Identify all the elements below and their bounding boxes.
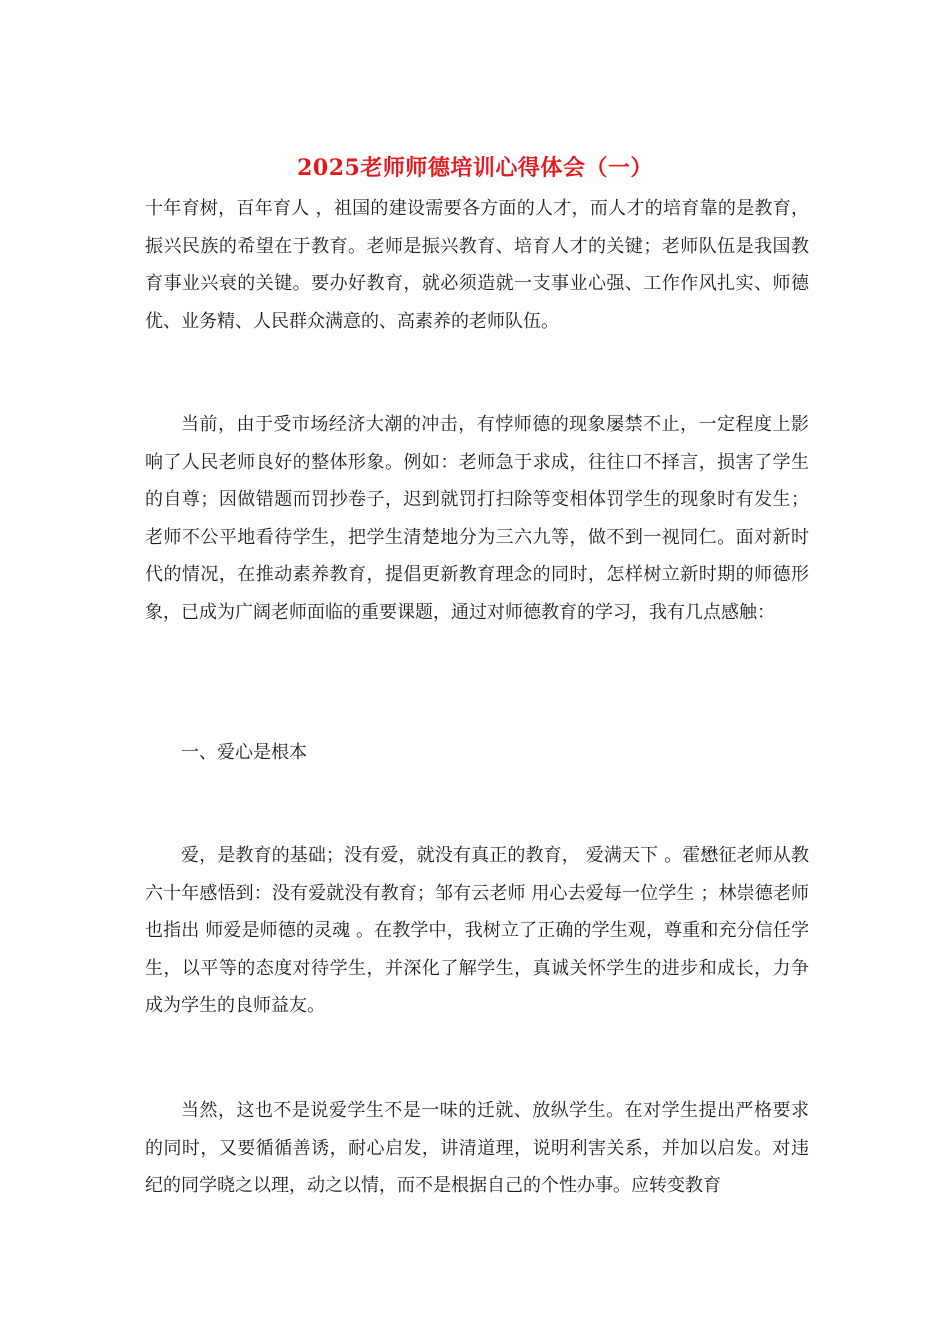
paragraph-love-foundation: 爱，是教育的基础；没有爱，就没有真正的教育， 爱满天下 。霍懋征老师从教六十年感悟到：没有爱就没有教育；邹有云老师 用心去爱每一位学生 ；林崇德老师也指出 师爱是师德的灵魂 。在教学中，我树立了正确的学生观，尊重和充分信任学生，以平等的态度对待学生，并深化了解学生，真诚关怀学生的进步和成长，力争成为学生的良师益友。: [145, 845, 809, 1017]
document-title: 2025老师师德培训心得体会（一）: [297, 155, 653, 181]
section-heading-love: 一、爱心是根本: [181, 742, 307, 763]
paragraph-intro: 十年育树，百年育人 ，祖国的建设需要各方面的人才，而人才的培育靠的是教育，振兴民族的希望在于教育。老师是振兴教育、培育人才的关键；老师队伍是我国教育事业兴衰的关键。要办好教育，就必须造就一支事业心强、工作作风扎实、师德优、业务精、人民群众满意的、高素养的老师队伍。: [145, 198, 809, 332]
paragraph-current-situation: 当前，由于受市场经济大潮的冲击，有悖师德的现象屡禁不止，一定程度上影响了人民老师良好的整体形象。例如：老师急于求成，往往口不择言，损害了学生的自尊；因做错题而罚抄卷子，迟到就罚打扫除等变相体罚学生的现象时有发生；老师不公平地看待学生，把学生清楚地分为三六九等，做不到一视同仁。面对新时代的情况，在推动素养教育，提倡更新教育理念的同时，怎样树立新时期的师德形象，已成为广阔老师面临的重要课题，通过对师德教育的学习，我有几点感触：: [145, 414, 809, 623]
paragraph-strict-requirements: 当然，这也不是说爱学生不是一味的迁就、放纵学生。在对学生提出严格要求的同时，又要循循善诱，耐心启发，讲清道理，说明利害关系，并加以启发。对违纪的同学晓之以理，动之以情，而不是根据自己的个性办事。应转变教育: [145, 1100, 809, 1197]
